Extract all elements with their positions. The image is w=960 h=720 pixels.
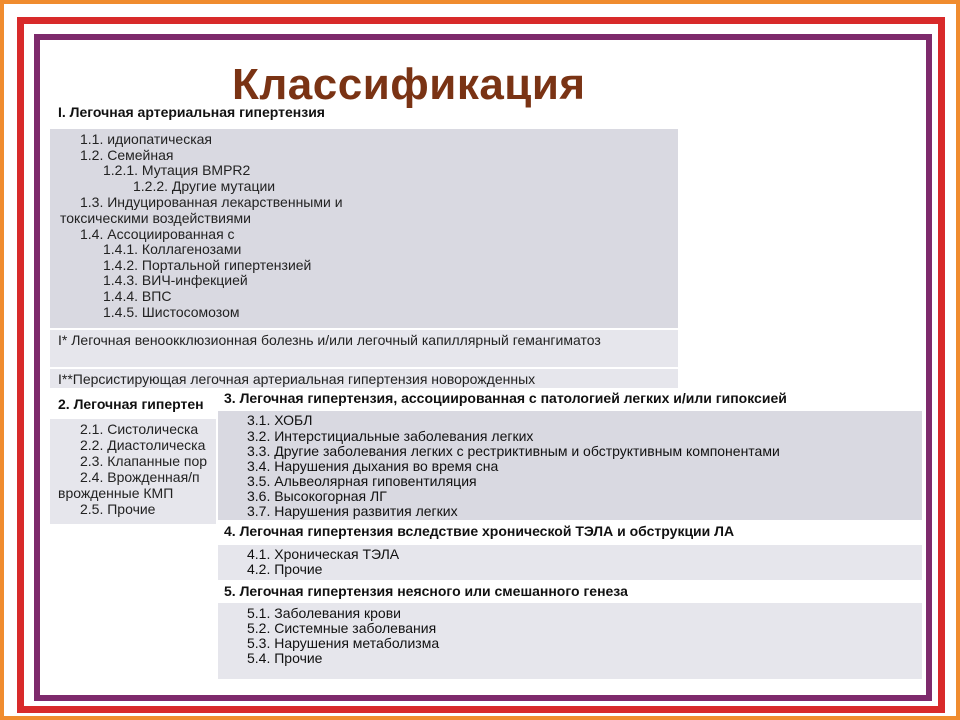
section1-heading: I. Легочная артериальная гипертензия: [58, 104, 325, 120]
list-item: 1.3. Индуцированная лекарственными и: [80, 194, 343, 210]
list-item: 3.1. ХОБЛ: [247, 412, 313, 428]
list-item: 5.4. Прочие: [247, 650, 323, 666]
section5-heading: 5. Легочная гипертензия неясного или смешанного генеза: [224, 583, 628, 599]
list-item: 1.4. Ассоциированная с: [80, 226, 235, 242]
list-item: 3.4. Нарушения дыхания во время сна: [247, 458, 499, 474]
slide-title: Классификация: [232, 60, 586, 109]
list-item: 1.1. идиопатическая: [80, 131, 213, 147]
list-item: 1.4.5. Шистосомозом: [103, 304, 240, 320]
list-item: 3.7. Нарушения развития легких: [247, 503, 458, 519]
list-item: 5.1. Заболевания крови: [247, 605, 401, 621]
list-item: 3.5. Альвеолярная гиповентиляция: [247, 473, 477, 489]
list-item: 1.4.1. Коллагенозами: [103, 241, 242, 257]
section4-heading: 4. Легочная гипертензия вследствие хронической ТЭЛА и обструкции ЛА: [224, 523, 735, 539]
list-item: токсическими воздействиями: [60, 210, 251, 226]
list-item: 2.5. Прочие: [80, 501, 156, 517]
list-item: 1.4.4. ВПС: [103, 288, 172, 304]
list-item: врожденные КМП: [58, 485, 174, 501]
list-item: 1.4.2. Портальной гипертензией: [103, 257, 312, 273]
list-item: 2.4. Врожденная/п: [80, 469, 200, 485]
list-item: 2.2. Диастолическа: [80, 437, 206, 453]
list-item: 4.2. Прочие: [247, 561, 323, 577]
list-item: 1.2.2. Другие мутации: [133, 178, 276, 194]
list-item: 5.2. Системные заболевания: [247, 620, 437, 636]
list-item: 2.3. Клапанные пор: [80, 453, 208, 469]
section3-heading: 3. Легочная гипертензия, ассоциированная с патологией легких и/или гипоксией: [224, 390, 787, 406]
section2-heading: 2. Легочная гипертен: [58, 396, 204, 412]
list-item: 5.3. Нарушения метаболизма: [247, 635, 440, 651]
note1-text: I* Легочная веноокклюзионная болезнь и/или легочный капиллярный гемангиматоз: [58, 332, 601, 348]
list-item: 3.2. Интерстициальные заболевания легких: [247, 428, 534, 444]
note2-text: I**Персистирующая легочная артериальная гипертензия новорожденных: [58, 371, 536, 387]
list-item: 2.1. Систолическа: [80, 421, 199, 437]
list-item: 3.3. Другие заболевания легких с рестриктивным и обструктивным компонентами: [247, 443, 780, 459]
list-item: 1.2. Семейная: [80, 147, 174, 163]
list-item: 3.6. Высокогорная ЛГ: [247, 488, 387, 504]
list-item: 1.2.1. Мутация BMPR2: [103, 162, 251, 178]
list-item: 4.1. Хроническая ТЭЛА: [247, 546, 400, 562]
list-item: 1.4.3. ВИЧ-инфекцией: [103, 272, 248, 288]
